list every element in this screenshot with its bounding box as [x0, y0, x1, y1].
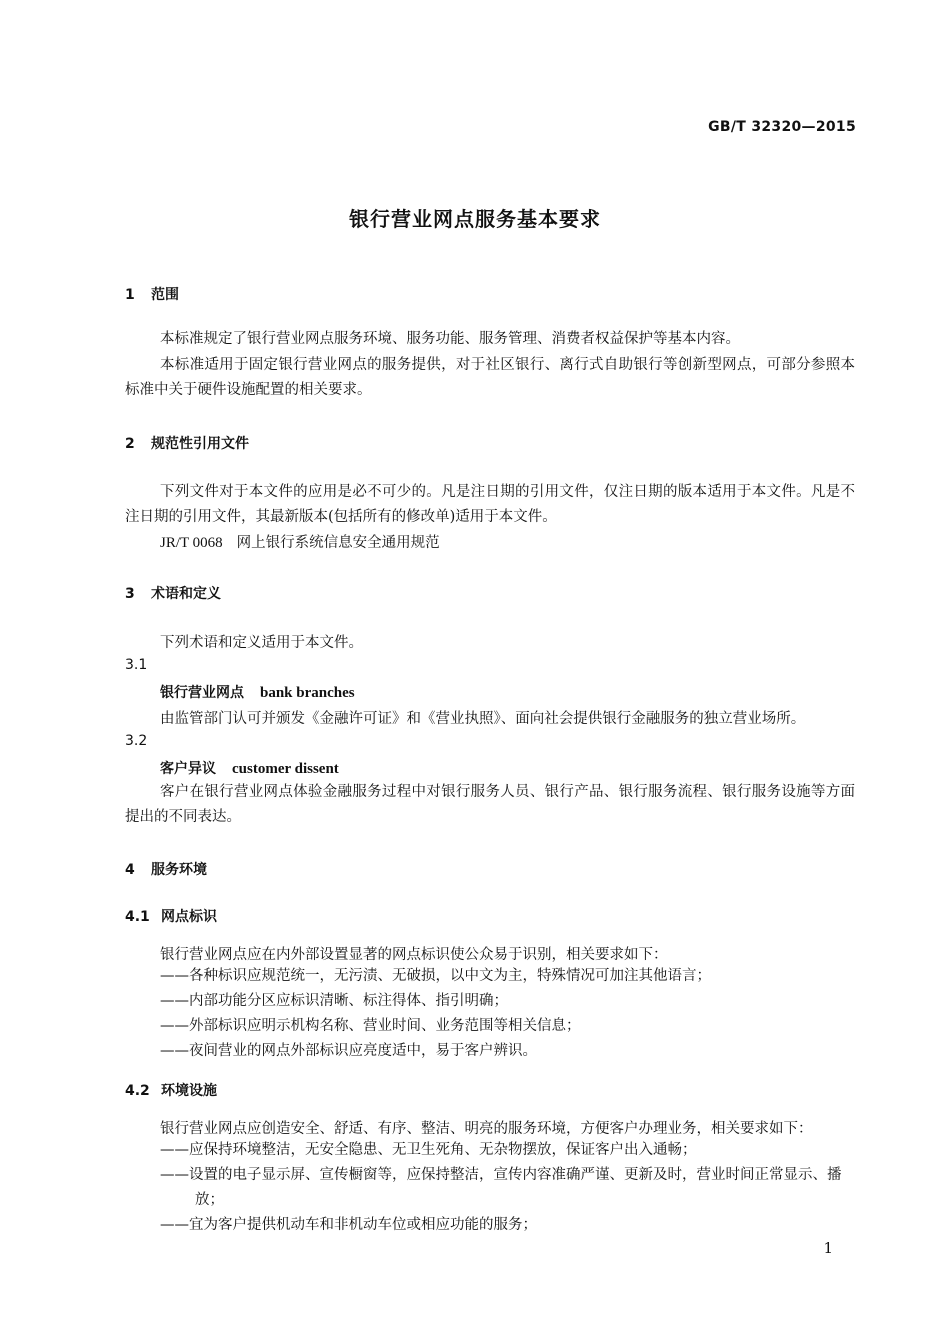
- section-1-paragraph-1: 本标准规定了银行营业网点服务环境、服务功能、服务管理、消费者权益保护等基本内容。: [160, 331, 740, 347]
- document-title: 银行营业网点服务基本要求: [349, 207, 601, 231]
- list-item: ——外部标识应明示机构名称、营业时间、业务范围等相关信息；: [160, 1018, 581, 1034]
- section-title: 服务环境: [151, 862, 207, 878]
- section-title: 范围: [151, 287, 179, 303]
- section-title: 网点标识: [161, 909, 217, 925]
- term-3-1-number: 3.1: [125, 657, 148, 673]
- section-1-paragraph-2: 本标准适用于固定银行营业网点的服务提供，对于社区银行、离行式自助银行等创新型网点，可部分参照本标准中关于硬件设施配置的相关要求。: [125, 357, 855, 398]
- section-title: 环境设施: [161, 1083, 217, 1099]
- section-1-heading: [125, 284, 179, 304]
- reference-code: JR/T 0068: [160, 535, 223, 551]
- section-2-heading: [125, 433, 249, 453]
- section-number: 4.2: [125, 1083, 150, 1099]
- page-number: 1: [823, 1239, 833, 1257]
- section-number: 1: [125, 287, 135, 303]
- section-4-2-intro: 银行营业网点应创造安全、舒适、有序、整洁、明亮的服务环境，方便客户办理业务，相关要求如下：: [160, 1121, 813, 1137]
- list-item: ——夜间营业的网点外部标识应亮度适中，易于客户辨识。: [160, 1043, 537, 1059]
- section-3-intro: 下列术语和定义适用于本文件。: [160, 635, 363, 651]
- section-4-1-intro: 银行营业网点应在内外部设置显著的网点标识使公众易于识别，相关要求如下：: [160, 947, 668, 963]
- term-3-1: [160, 682, 355, 702]
- section-title: 规范性引用文件: [151, 436, 249, 452]
- term-english: bank branches: [260, 685, 355, 701]
- section-number: 3: [125, 586, 135, 602]
- term-3-2-number: 3.2: [125, 733, 148, 749]
- standard-number: GB/T 32320—2015: [708, 119, 856, 135]
- section-title: 术语和定义: [151, 586, 221, 602]
- section-number: 4: [125, 862, 135, 878]
- reference-title: 网上银行系统信息安全通用规范: [236, 535, 440, 551]
- term-3-2-definition: 客户在银行营业网点体验金融服务过程中对银行服务人员、银行产品、银行服务流程、银行服务设施等方面提出的不同表达。: [125, 784, 855, 825]
- term-chinese: 客户异议: [160, 761, 216, 777]
- list-item: ——内部功能分区应标识清晰、标注得体、指引明确；: [160, 993, 508, 1009]
- normative-reference: [160, 531, 440, 552]
- section-number: 4.1: [125, 909, 150, 925]
- section-2-paragraph-1: 下列文件对于本文件的应用是必不可少的。凡是注日期的引用文件，仅注日期的版本适用于本文件。凡是不注日期的引用文件，其最新版本(包括所有的修改单)适用于本文件。: [125, 484, 855, 525]
- section-number: 2: [125, 436, 135, 452]
- section-4-1-heading: [125, 906, 217, 926]
- list-item: ——设置的电子显示屏、宣传橱窗等，应保持整洁，宣传内容准确严谨、更新及时，营业时间正常显示、播放；: [160, 1167, 842, 1208]
- section-4-heading: [125, 859, 207, 879]
- term-chinese: 银行营业网点: [160, 685, 244, 701]
- term-3-2: [160, 758, 339, 778]
- term-3-1-definition: 由监管部门认可并颁发《金融许可证》和《营业执照》、面向社会提供银行金融服务的独立营业场所。: [160, 711, 806, 727]
- section-4-2-heading: [125, 1080, 217, 1100]
- section-3-heading: [125, 583, 221, 603]
- list-item: ——应保持环境整洁，无安全隐患、无卫生死角、无杂物摆放，保证客户出入通畅；: [160, 1142, 697, 1158]
- term-english: customer dissent: [232, 761, 339, 777]
- list-item: ——各种标识应规范统一，无污渍、无破损，以中文为主，特殊情况可加注其他语言；: [160, 968, 711, 984]
- list-item: ——宜为客户提供机动车和非机动车位或相应功能的服务；: [160, 1217, 537, 1233]
